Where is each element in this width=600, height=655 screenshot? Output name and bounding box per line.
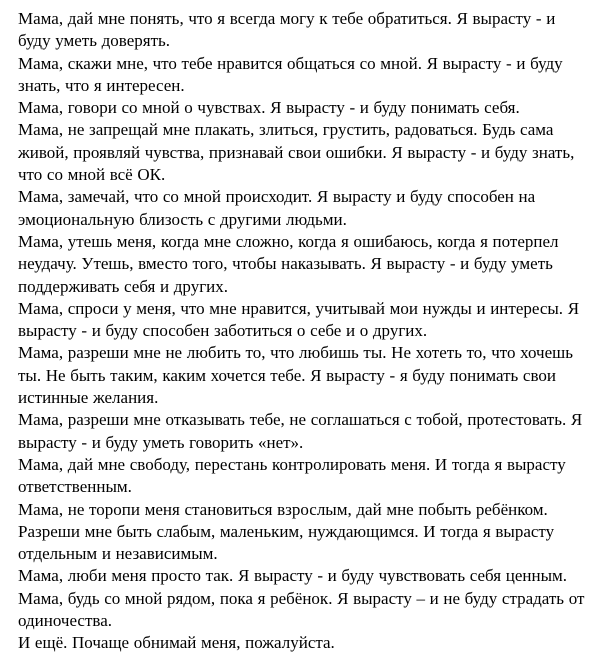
paragraph-feelings: Мама, говори со мной о чувствах. Я вырасту - и буду понимать себя. xyxy=(18,98,520,118)
paragraph-childhood: Мама, не торопи меня становиться взрослым, дай мне побыть ребёнком. Разреши мне быть слабым, маленьким, нуждающимся. И тогда я вырасту отдельным и независимым. xyxy=(18,499,555,564)
paragraph-love: Мама, люби меня просто так. Я вырасту - и буду чувствовать себя ценным. xyxy=(18,566,567,586)
paragraph-freedom: Мама, дай мне свободу, перестань контролировать меня. И тогда я вырасту ответственным. xyxy=(18,454,566,497)
paragraph-closeness: Мама, замечай, что со мной происходит. Я вырасту и буду способен на эмоциональную близость с другими людьми. xyxy=(18,187,536,229)
paragraph-trust: Мама, дай мне понять, что я всегда могу к тебе обратиться. Я вырасту - и буду уметь доверять. xyxy=(18,9,556,51)
paragraph-refusal: Мама, разреши мне отказывать тебе, не соглашаться с тобой, протестовать. Я вырасту - и буду уметь говорить «нет». xyxy=(18,410,583,452)
paragraph-desires: Мама, разреши мне не любить то, что любишь ты. Не хотеть то, что хочешь ты. Не быть таким, каким хочется тебе. Я вырасту - я буду понимать свои истинные желания. xyxy=(18,343,573,408)
paragraph-interest: Мама, скажи мне, что тебе нравится общаться со мной. Я вырасту - и буду знать, что я интересен. xyxy=(18,53,563,95)
paragraph-emotions: Мама, не запрещай мне плакать, злиться, грустить, радоваться. Будь сама живой, проявляй чувства, признавай свои ошибки. Я вырасту - и буду знать, что со мной всё ОК. xyxy=(18,120,575,185)
paragraph-comfort: Мама, утешь меня, когда мне сложно, когда я ошибаюсь, когда я потерпел неудачу. Утешь, вместо того, чтобы наказывать. Я вырасту - и буду уметь поддерживать себя и других. xyxy=(18,231,559,296)
paragraph-needs: Мама, спроси у меня, что мне нравится, учитывай мои нужды и интересы. Я вырасту - и буду способен заботиться о себе и о других. xyxy=(18,298,580,341)
paragraph-presence: Мама, будь со мной рядом, пока я ребёнок. Я вырасту – и не буду страдать от одиночества. xyxy=(18,588,585,631)
paragraph-hugs: И ещё. Почаще обнимай меня, пожалуйста. xyxy=(18,633,335,653)
